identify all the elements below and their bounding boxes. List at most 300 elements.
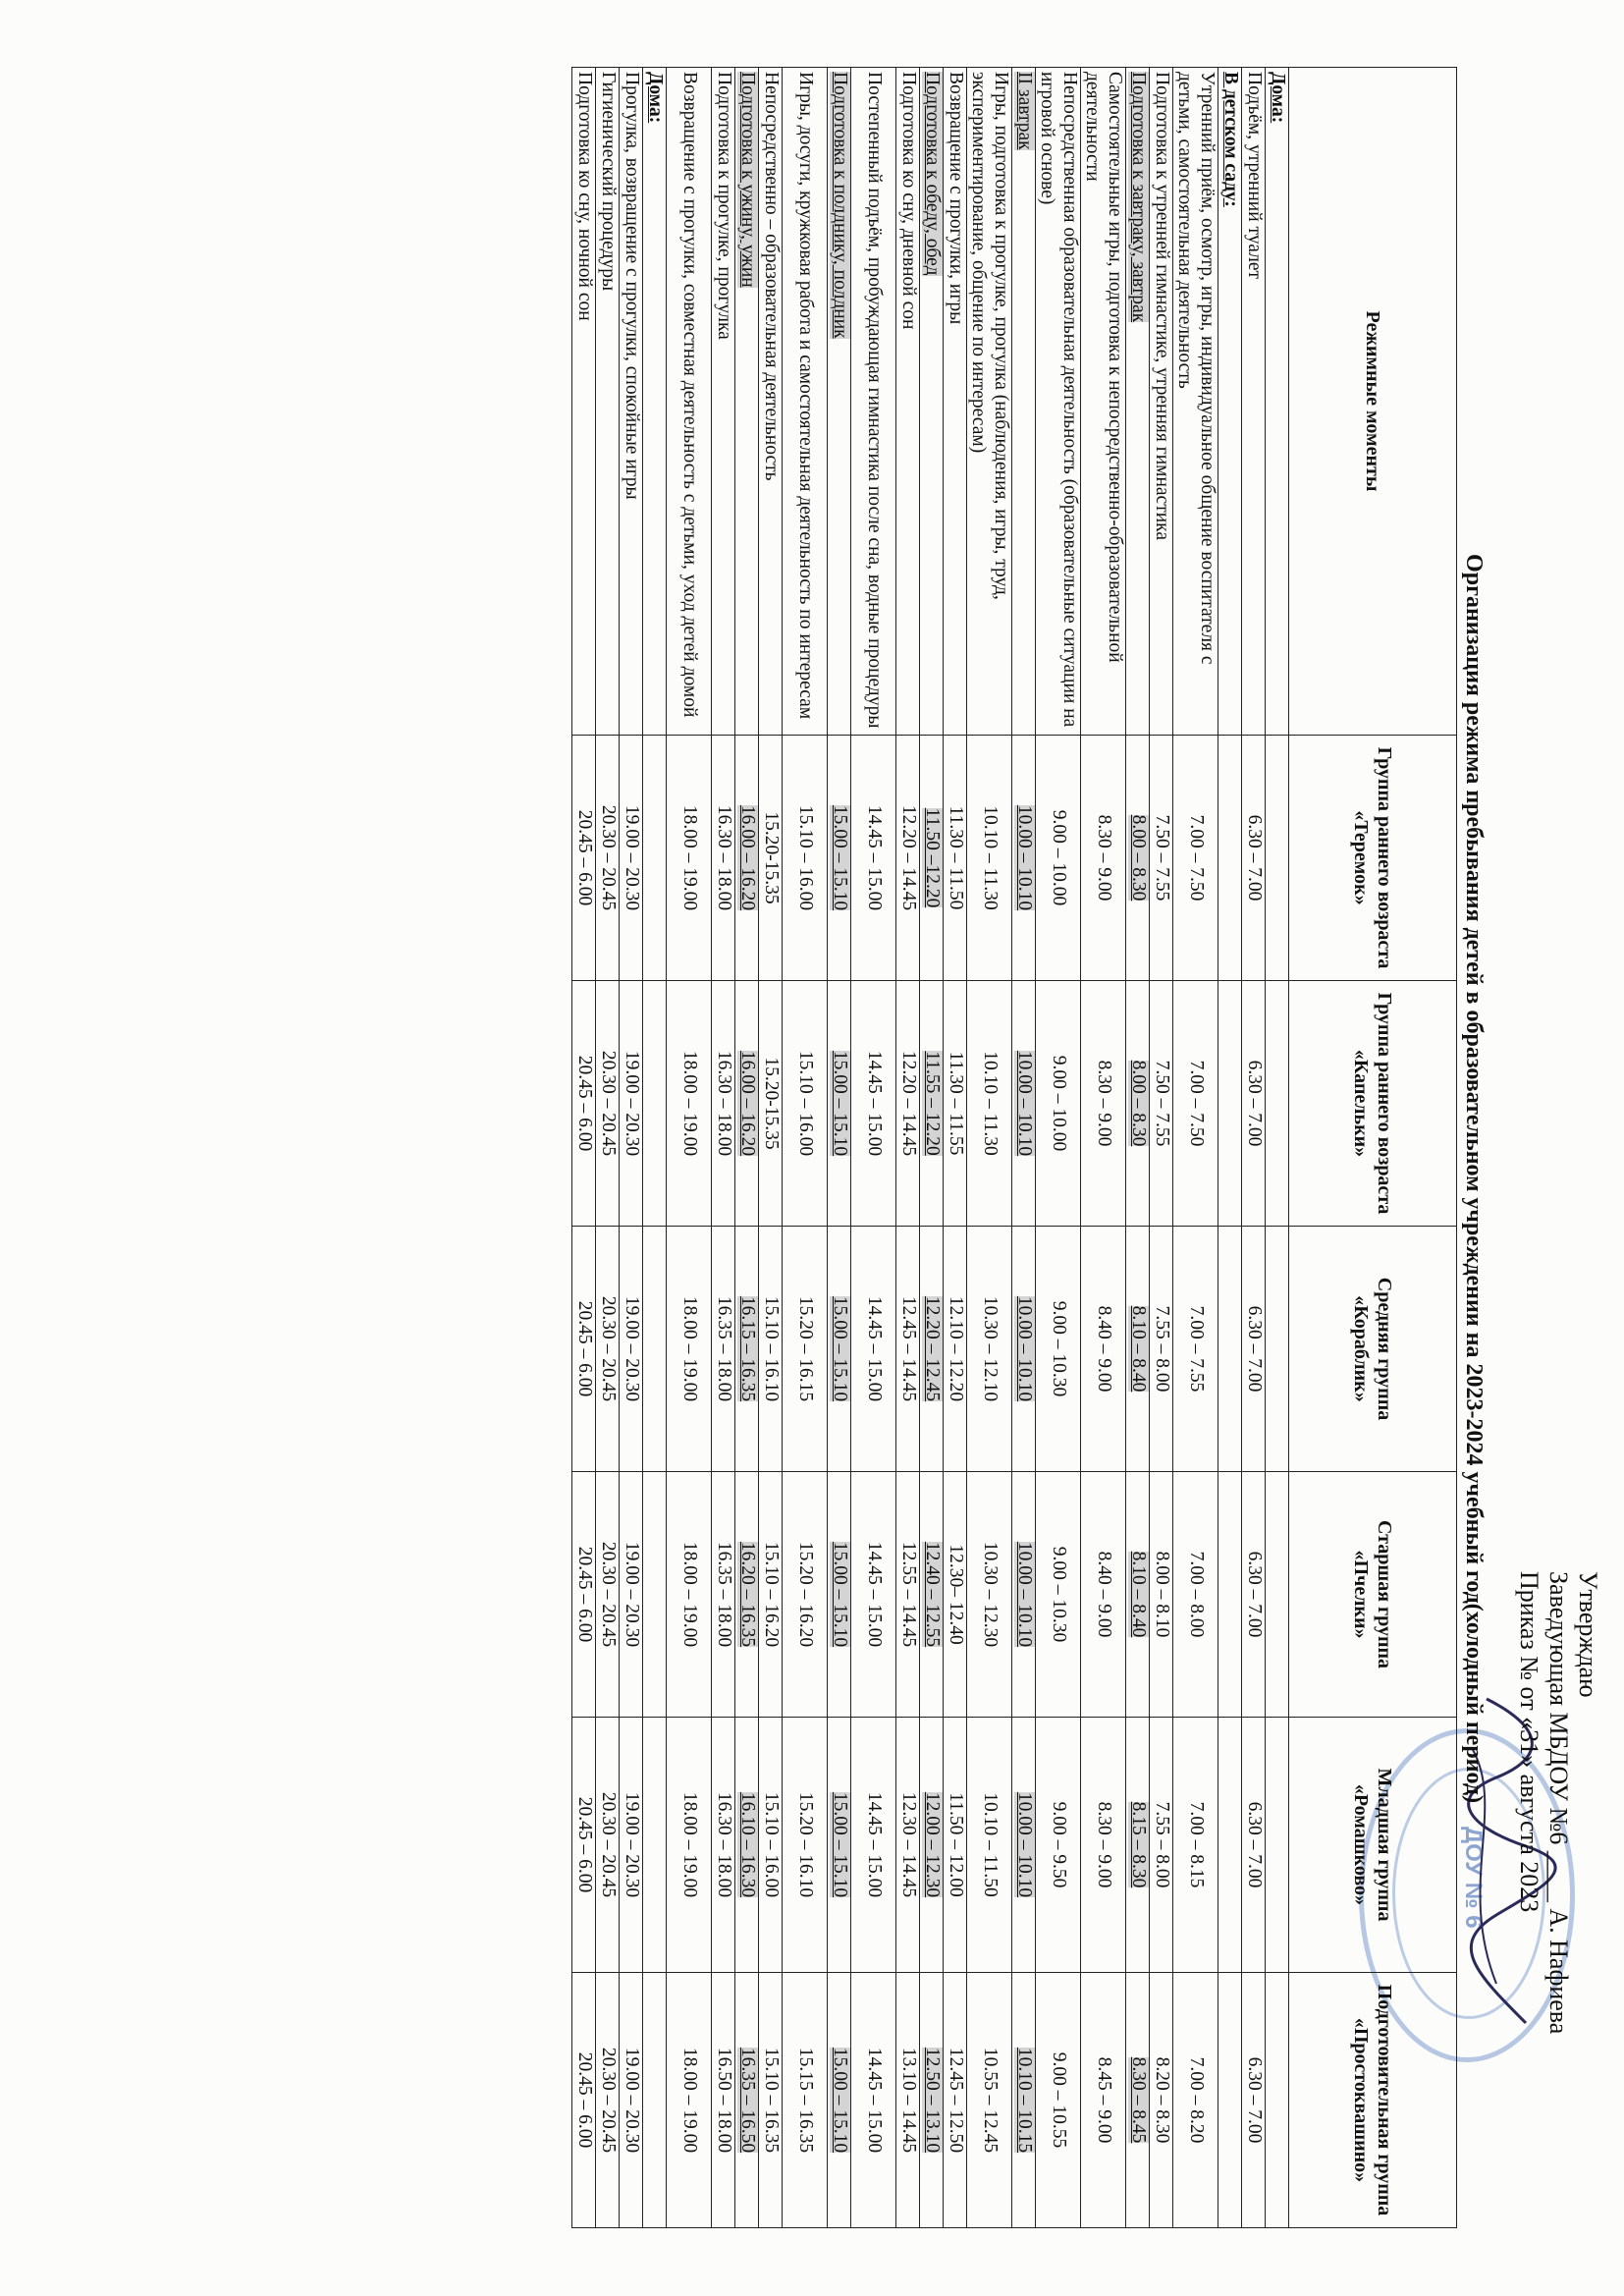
- time-cell: [920, 1472, 944, 1718]
- activity-cell: [944, 68, 967, 736]
- time-cell: [572, 1973, 596, 2228]
- time-cell: [1012, 1973, 1036, 2228]
- activity-label: Прогулка, возвращение с прогулки, спокойные игры: [621, 72, 642, 500]
- time-cell: [783, 1973, 828, 2228]
- time-cell: [944, 1472, 967, 1718]
- time-cell: [1126, 1227, 1150, 1472]
- time-value: 9.00 – 10.30: [1048, 1300, 1069, 1397]
- approval-line-1: Утверждаю: [1574, 1571, 1602, 1698]
- time-value: 19.00 – 20.30: [621, 1791, 642, 1898]
- time-cell: [967, 1472, 1012, 1718]
- time-cell: [920, 1227, 944, 1472]
- time-value: 7.50 – 7.55: [1151, 1060, 1172, 1147]
- time-value: 11.30 – 11.50: [945, 805, 966, 910]
- activity-label: Возвращение с прогулки, совместная деятельность с детьми, уход детей домой: [678, 72, 700, 718]
- time-cell: [944, 981, 967, 1227]
- column-header: Подготовительная группа «Простоквашино»: [1289, 1973, 1457, 2228]
- time-cell: [1218, 1472, 1242, 1718]
- time-value: 15.20 – 16.10: [794, 1791, 816, 1898]
- table-row: [967, 68, 1012, 2228]
- time-cell: [1173, 1227, 1218, 1472]
- time-value: 6.30 – 7.00: [1243, 1551, 1265, 1638]
- document-title: Организация режима пребывания детей в образовательном учреждении на 2023-2024 учебный год(холодный период): [1461, 554, 1487, 1803]
- time-value: 10.10 – 10.15: [1013, 2047, 1035, 2154]
- time-value: 8.00 – 8.10: [1151, 1551, 1172, 1638]
- time-cell: [735, 1227, 759, 1472]
- time-value: 9.00 – 10.55: [1048, 2051, 1069, 2149]
- table-row: [1218, 68, 1242, 2228]
- time-cell: [596, 1227, 620, 1472]
- time-cell: [851, 736, 896, 981]
- table-row: [1036, 68, 1081, 2228]
- time-value: 14.45 – 15.00: [863, 1541, 885, 1648]
- time-value: 15.10 – 16.10: [760, 1295, 782, 1402]
- activity-cell: [1081, 68, 1126, 736]
- activity-cell: [783, 68, 828, 736]
- time-cell: [712, 1227, 735, 1472]
- activity-cell: [1173, 68, 1218, 736]
- time-value: 16.30 – 18.00: [713, 1050, 734, 1157]
- time-value: 8.00 – 8.30: [1127, 814, 1149, 902]
- time-value: 8.45 – 9.00: [1093, 2056, 1114, 2144]
- stamp-label: ДОУ № 6: [1460, 1827, 1487, 1929]
- time-value: 18.00 – 19.00: [678, 1050, 700, 1157]
- time-cell: [967, 1973, 1012, 2228]
- time-cell: [851, 1973, 896, 2228]
- activity-cell: [967, 68, 1012, 736]
- time-value: 16.35 – 18.00: [713, 1295, 734, 1402]
- time-value: 18.00 – 19.00: [678, 1295, 700, 1402]
- time-cell: [596, 981, 620, 1227]
- activity-label: Подготовка ко сну, ночной сон: [573, 72, 595, 321]
- time-value: 20.30 – 20.45: [597, 1050, 619, 1157]
- table-row: [1126, 68, 1150, 2228]
- table-header-row: [1289, 68, 1457, 2228]
- time-value: 15.20-15.35: [760, 811, 782, 904]
- activity-label: Подъём, утренний туалет: [1243, 72, 1265, 280]
- time-cell: [643, 1227, 667, 1472]
- time-cell: [1081, 981, 1126, 1227]
- time-cell: [735, 736, 759, 981]
- time-cell: [1218, 981, 1242, 1227]
- time-cell: [1012, 981, 1036, 1227]
- time-value: 10.00 – 10.10: [1013, 804, 1035, 911]
- time-cell: [1036, 736, 1081, 981]
- time-cell: [1036, 1472, 1081, 1718]
- time-cell: [828, 1472, 851, 1718]
- time-value: 7.55 – 8.00: [1151, 1801, 1172, 1888]
- time-cell: [851, 1472, 896, 1718]
- time-cell: [1218, 736, 1242, 981]
- time-cell: [1081, 1973, 1126, 2228]
- time-value: 20.30 – 20.45: [597, 1791, 619, 1898]
- time-value: 8.30 – 9.00: [1093, 814, 1114, 902]
- activity-cell: [828, 68, 851, 736]
- activity-label: Подготовка к обеду, обед: [921, 72, 943, 276]
- activity-cell: [596, 68, 620, 736]
- time-cell: [759, 1973, 783, 2228]
- time-value: 10.10 – 11.30: [979, 1051, 1001, 1156]
- time-value: 16.50 – 18.00: [713, 2047, 734, 2154]
- time-value: 20.30 – 20.45: [597, 2047, 619, 2154]
- time-value: 20.30 – 20.45: [597, 1295, 619, 1402]
- time-cell: [920, 1718, 944, 1973]
- time-value: 7.00 – 7.55: [1185, 1305, 1207, 1393]
- time-cell: [735, 981, 759, 1227]
- time-value: 16.00 – 16.20: [736, 1050, 758, 1157]
- time-cell: [1266, 736, 1289, 981]
- time-value: 9.00 – 10.00: [1048, 809, 1069, 906]
- approval-line-3: Приказ № от «31» августа 2023: [1515, 1571, 1543, 1913]
- time-cell: [759, 736, 783, 981]
- table-row: [1266, 68, 1289, 2228]
- time-value: 12.30– 12.40: [945, 1544, 966, 1645]
- time-value: 20.45 – 6.00: [573, 1300, 595, 1397]
- time-cell: [944, 736, 967, 981]
- time-cell: [1036, 1973, 1081, 2228]
- activity-label: Игры, досуги, кружковая работа и самостоятельная деятельность по интересам: [794, 72, 816, 720]
- time-cell: [1150, 1718, 1173, 1973]
- activity-label: Подготовка к завтраку, завтрак: [1127, 72, 1149, 323]
- time-cell: [643, 1472, 667, 1718]
- time-cell: [1242, 1718, 1266, 1973]
- time-value: 20.45 – 6.00: [573, 1546, 595, 1643]
- activity-cell: [1012, 68, 1036, 736]
- time-cell: [1081, 736, 1126, 981]
- activity-label: В детском саду:: [1219, 72, 1241, 207]
- table-row: [1012, 68, 1036, 2228]
- time-cell: [967, 1718, 1012, 1973]
- time-value: 10.10 – 11.50: [979, 1792, 1001, 1897]
- time-value: 7.00 – 8.20: [1185, 2056, 1207, 2144]
- time-value: 16.20 – 16.35: [736, 1541, 758, 1648]
- activity-cell: [1266, 68, 1289, 736]
- activity-cell: [896, 68, 920, 736]
- schedule-table: [571, 67, 1457, 2228]
- time-value: 16.15 – 16.35: [736, 1295, 758, 1402]
- time-cell: [596, 1472, 620, 1718]
- time-value: 8.10 – 8.40: [1127, 1305, 1149, 1393]
- activity-cell: [920, 68, 944, 736]
- time-value: 10.00 – 10.10: [1013, 1050, 1035, 1157]
- time-cell: [643, 1718, 667, 1973]
- time-cell: [1126, 1718, 1150, 1973]
- time-value: 7.00 – 7.50: [1185, 1060, 1207, 1147]
- time-cell: [967, 736, 1012, 981]
- time-cell: [920, 736, 944, 981]
- time-cell: [667, 1227, 712, 1472]
- column-header: Средняя группа «Кораблик»: [1289, 1227, 1457, 1472]
- table-row: [667, 68, 712, 2228]
- time-value: 20.45 – 6.00: [573, 1796, 595, 1893]
- time-value: 7.00 – 7.50: [1185, 814, 1207, 902]
- activity-cell: [1036, 68, 1081, 736]
- time-value: 15.00 – 15.10: [829, 1541, 850, 1648]
- table-row: [735, 68, 759, 2228]
- table-row: [851, 68, 896, 2228]
- activity-cell: [1126, 68, 1150, 736]
- time-value: 20.30 – 20.45: [597, 1541, 619, 1648]
- time-cell: [1081, 1227, 1126, 1472]
- time-value: 8.30 – 8.45: [1127, 2056, 1149, 2144]
- time-cell: [828, 1973, 851, 2228]
- time-cell: [1242, 981, 1266, 1227]
- time-cell: [896, 1718, 920, 1973]
- time-value: 10.55 – 12.45: [979, 2047, 1001, 2154]
- time-cell: [712, 981, 735, 1227]
- time-value: 9.00 – 9.50: [1048, 1801, 1069, 1888]
- time-cell: [572, 1227, 596, 1472]
- time-cell: [735, 1718, 759, 1973]
- table-row: [920, 68, 944, 2228]
- time-cell: [572, 1472, 596, 1718]
- time-cell: [1266, 981, 1289, 1227]
- activity-label: Подготовка к ужину, ужин: [736, 72, 758, 288]
- time-value: 12.20 – 12.45: [921, 1295, 943, 1402]
- time-value: 6.30 – 7.00: [1243, 1305, 1265, 1393]
- time-value: 11.55 – 12.20: [921, 1051, 943, 1156]
- time-cell: [1150, 1973, 1173, 2228]
- time-cell: [896, 1472, 920, 1718]
- activity-cell: [1150, 68, 1173, 736]
- approval-block: [1514, 1571, 1602, 2121]
- activity-label: Подготовка к прогулке, прогулка: [713, 72, 734, 340]
- activity-label: Самостоятельные игры, подготовка к непосредственно-образовательной деятельности: [1082, 72, 1125, 663]
- time-cell: [851, 981, 896, 1227]
- time-cell: [1036, 1718, 1081, 1973]
- time-cell: [1126, 1973, 1150, 2228]
- time-cell: [1126, 736, 1150, 981]
- time-cell: [944, 1973, 967, 2228]
- activity-label: II завтрак: [1013, 72, 1035, 150]
- time-cell: [643, 736, 667, 981]
- time-cell: [1173, 1472, 1218, 1718]
- activity-label: Постепенный подъём, пробуждающая гимнастика после сна, водные процедуры: [863, 72, 885, 729]
- time-value: 15.10 – 16.00: [760, 1791, 782, 1898]
- time-cell: [896, 736, 920, 981]
- time-value: 9.00 – 10.00: [1048, 1055, 1069, 1152]
- column-header: Группа раннего возраста «Капельки»: [1289, 981, 1457, 1227]
- time-value: 11.50 – 12.00: [945, 1792, 966, 1897]
- activity-cell: [712, 68, 735, 736]
- time-cell: [596, 736, 620, 981]
- time-value: 16.30 – 18.00: [713, 1791, 734, 1898]
- time-cell: [1012, 1718, 1036, 1973]
- time-cell: [735, 1472, 759, 1718]
- time-value: 7.00 – 8.00: [1185, 1551, 1207, 1638]
- time-cell: [967, 981, 1012, 1227]
- time-value: 13.10 – 14.45: [897, 2047, 919, 2154]
- time-value: 14.45 – 15.00: [863, 804, 885, 911]
- time-value: 8.30 – 9.00: [1093, 1801, 1114, 1888]
- column-header: Старшая группа «Пчелки»: [1289, 1472, 1457, 1718]
- time-value: 12.55 – 14.45: [897, 1541, 919, 1648]
- time-value: 19.00 – 20.30: [621, 2047, 642, 2154]
- time-value: 10.10 – 11.30: [979, 805, 1001, 910]
- time-value: 10.00 – 10.10: [1013, 1791, 1035, 1898]
- time-cell: [1150, 736, 1173, 981]
- time-cell: [667, 736, 712, 981]
- time-cell: [967, 1227, 1012, 1472]
- time-value: 15.10 – 16.00: [794, 1050, 816, 1157]
- activity-cell: [1218, 68, 1242, 736]
- time-value: 14.45 – 15.00: [863, 2047, 885, 2154]
- time-cell: [1173, 1718, 1218, 1973]
- time-cell: [620, 1718, 643, 1973]
- time-cell: [1242, 1472, 1266, 1718]
- time-value: 15.20 – 16.20: [794, 1541, 816, 1648]
- time-value: 18.00 – 19.00: [678, 1541, 700, 1648]
- table-row: [1081, 68, 1126, 2228]
- time-value: 8.00 – 8.30: [1127, 1060, 1149, 1147]
- time-value: 16.35 – 16.50: [736, 2047, 758, 2154]
- time-value: 19.00 – 20.30: [621, 1050, 642, 1157]
- activity-label: Возвращение с прогулки, игры: [945, 72, 966, 325]
- time-cell: [944, 1718, 967, 1973]
- time-cell: [620, 1227, 643, 1472]
- time-value: 11.30 – 11.55: [945, 1051, 966, 1156]
- activity-label: Гигиенический процедуры: [597, 72, 619, 292]
- activity-label: Непосредственная образовательная деятельность (образовательные ситуации на игровой основе): [1037, 72, 1080, 728]
- time-value: 19.00 – 20.30: [621, 1295, 642, 1402]
- time-cell: [620, 736, 643, 981]
- activity-label: Игры, подготовка к прогулке, прогулка (наблюдения, игры, труд, экспериментирование, общение по интересам): [968, 72, 1011, 600]
- time-cell: [1150, 981, 1173, 1227]
- time-value: 18.00 – 19.00: [678, 1791, 700, 1898]
- time-cell: [1150, 1227, 1173, 1472]
- time-cell: [643, 981, 667, 1227]
- column-header: Младшая группа «Ромашково»: [1289, 1718, 1457, 1973]
- time-value: 15.10 – 16.00: [794, 804, 816, 911]
- time-cell: [1036, 1227, 1081, 1472]
- table-row: [783, 68, 828, 2228]
- time-value: 20.45 – 6.00: [573, 2051, 595, 2149]
- time-cell: [1266, 1973, 1289, 2228]
- table-row: [1150, 68, 1173, 2228]
- time-value: 6.30 – 7.00: [1243, 2056, 1265, 2144]
- time-cell: [1081, 1472, 1126, 1718]
- table-row: [572, 68, 596, 2228]
- activity-cell: [620, 68, 643, 736]
- time-value: 12.40 – 12.55: [921, 1541, 943, 1648]
- time-cell: [596, 1973, 620, 2228]
- time-cell: [896, 981, 920, 1227]
- time-value: 15.20-15.35: [760, 1057, 782, 1150]
- time-cell: [1012, 736, 1036, 981]
- time-cell: [851, 1718, 896, 1973]
- time-cell: [944, 1227, 967, 1472]
- time-cell: [828, 736, 851, 981]
- time-value: 19.00 – 20.30: [621, 1541, 642, 1648]
- time-cell: [1173, 1973, 1218, 2228]
- time-value: 10.30 – 12.30: [979, 1541, 1001, 1648]
- time-value: 15.15 – 16.35: [794, 2047, 816, 2154]
- time-value: 6.30 – 7.00: [1243, 1060, 1265, 1147]
- time-value: 8.30 – 9.00: [1093, 1060, 1114, 1147]
- time-value: 6.30 – 7.00: [1243, 814, 1265, 902]
- time-cell: [1173, 736, 1218, 981]
- activity-label: Подготовка к утренней гимнастике, утренняя гимнастика: [1151, 72, 1172, 541]
- time-value: 20.45 – 6.00: [573, 1055, 595, 1152]
- time-cell: [828, 1227, 851, 1472]
- time-value: 7.50 – 7.55: [1151, 814, 1172, 902]
- time-cell: [783, 981, 828, 1227]
- time-value: 10.30 – 12.10: [979, 1295, 1001, 1402]
- time-value: 10.00 – 10.10: [1013, 1295, 1035, 1402]
- time-cell: [783, 1472, 828, 1718]
- activity-cell: [667, 68, 712, 736]
- time-cell: [1081, 1718, 1126, 1973]
- column-header: Режимные моменты: [1289, 68, 1457, 736]
- activity-cell: [851, 68, 896, 736]
- time-value: 20.30 – 20.45: [597, 804, 619, 911]
- time-cell: [620, 1973, 643, 2228]
- time-cell: [783, 1718, 828, 1973]
- time-value: 15.10 – 16.35: [760, 2047, 782, 2154]
- time-cell: [596, 1718, 620, 1973]
- time-value: 9.00 – 10.30: [1048, 1546, 1069, 1643]
- time-value: 16.35 – 18.00: [713, 1541, 734, 1648]
- time-value: 14.45 – 15.00: [863, 1050, 885, 1157]
- time-value: 7.00 – 8.15: [1185, 1801, 1207, 1888]
- time-value: 20.45 – 6.00: [573, 809, 595, 906]
- activity-label: Дома:: [1267, 72, 1288, 124]
- table-row: [828, 68, 851, 2228]
- time-cell: [1126, 1472, 1150, 1718]
- time-cell: [620, 1472, 643, 1718]
- time-value: 12.30 – 14.45: [897, 1791, 919, 1898]
- table-row: [944, 68, 967, 2228]
- activity-label: Утренний приём, осмотр, игры, индивидуальное общение воспитателя с детьми, самостоятельная деятельность: [1174, 72, 1218, 665]
- time-cell: [667, 1973, 712, 2228]
- time-value: 8.40 – 9.00: [1093, 1305, 1114, 1393]
- time-value: 16.00 – 16.20: [736, 804, 758, 911]
- time-cell: [920, 1973, 944, 2228]
- time-value: 12.45 – 12.50: [945, 2047, 966, 2154]
- time-cell: [759, 1718, 783, 1973]
- time-value: 15.00 – 15.10: [829, 1791, 850, 1898]
- time-value: 12.10 – 12.20: [945, 1295, 966, 1402]
- time-value: 12.00 – 12.30: [921, 1791, 943, 1898]
- time-cell: [783, 1227, 828, 1472]
- time-value: 16.30 – 18.00: [713, 804, 734, 911]
- time-cell: [712, 1973, 735, 2228]
- activity-label: Дома:: [644, 72, 666, 124]
- time-cell: [572, 736, 596, 981]
- time-value: 19.00 – 20.30: [621, 804, 642, 911]
- approval-line-2: Заведующая МБДОУ №6 ____ А. Нафиева: [1544, 1571, 1573, 2035]
- time-cell: [712, 736, 735, 981]
- time-value: 15.10 – 16.20: [760, 1541, 782, 1648]
- time-cell: [712, 1472, 735, 1718]
- time-cell: [1126, 981, 1150, 1227]
- time-cell: [896, 1973, 920, 2228]
- time-cell: [1218, 1227, 1242, 1472]
- time-cell: [667, 1472, 712, 1718]
- table-row: [1242, 68, 1266, 2228]
- schedule-body: [572, 68, 1289, 2228]
- time-value: 18.00 – 19.00: [678, 804, 700, 911]
- time-value: 8.20 – 8.30: [1151, 2056, 1172, 2144]
- time-value: 10.00 – 10.10: [1013, 1541, 1035, 1648]
- time-cell: [1242, 1227, 1266, 1472]
- time-cell: [572, 1718, 596, 1973]
- time-cell: [1173, 981, 1218, 1227]
- time-cell: [643, 1973, 667, 2228]
- time-cell: [735, 1973, 759, 2228]
- activity-cell: [759, 68, 783, 736]
- time-value: 12.45 – 14.45: [897, 1295, 919, 1402]
